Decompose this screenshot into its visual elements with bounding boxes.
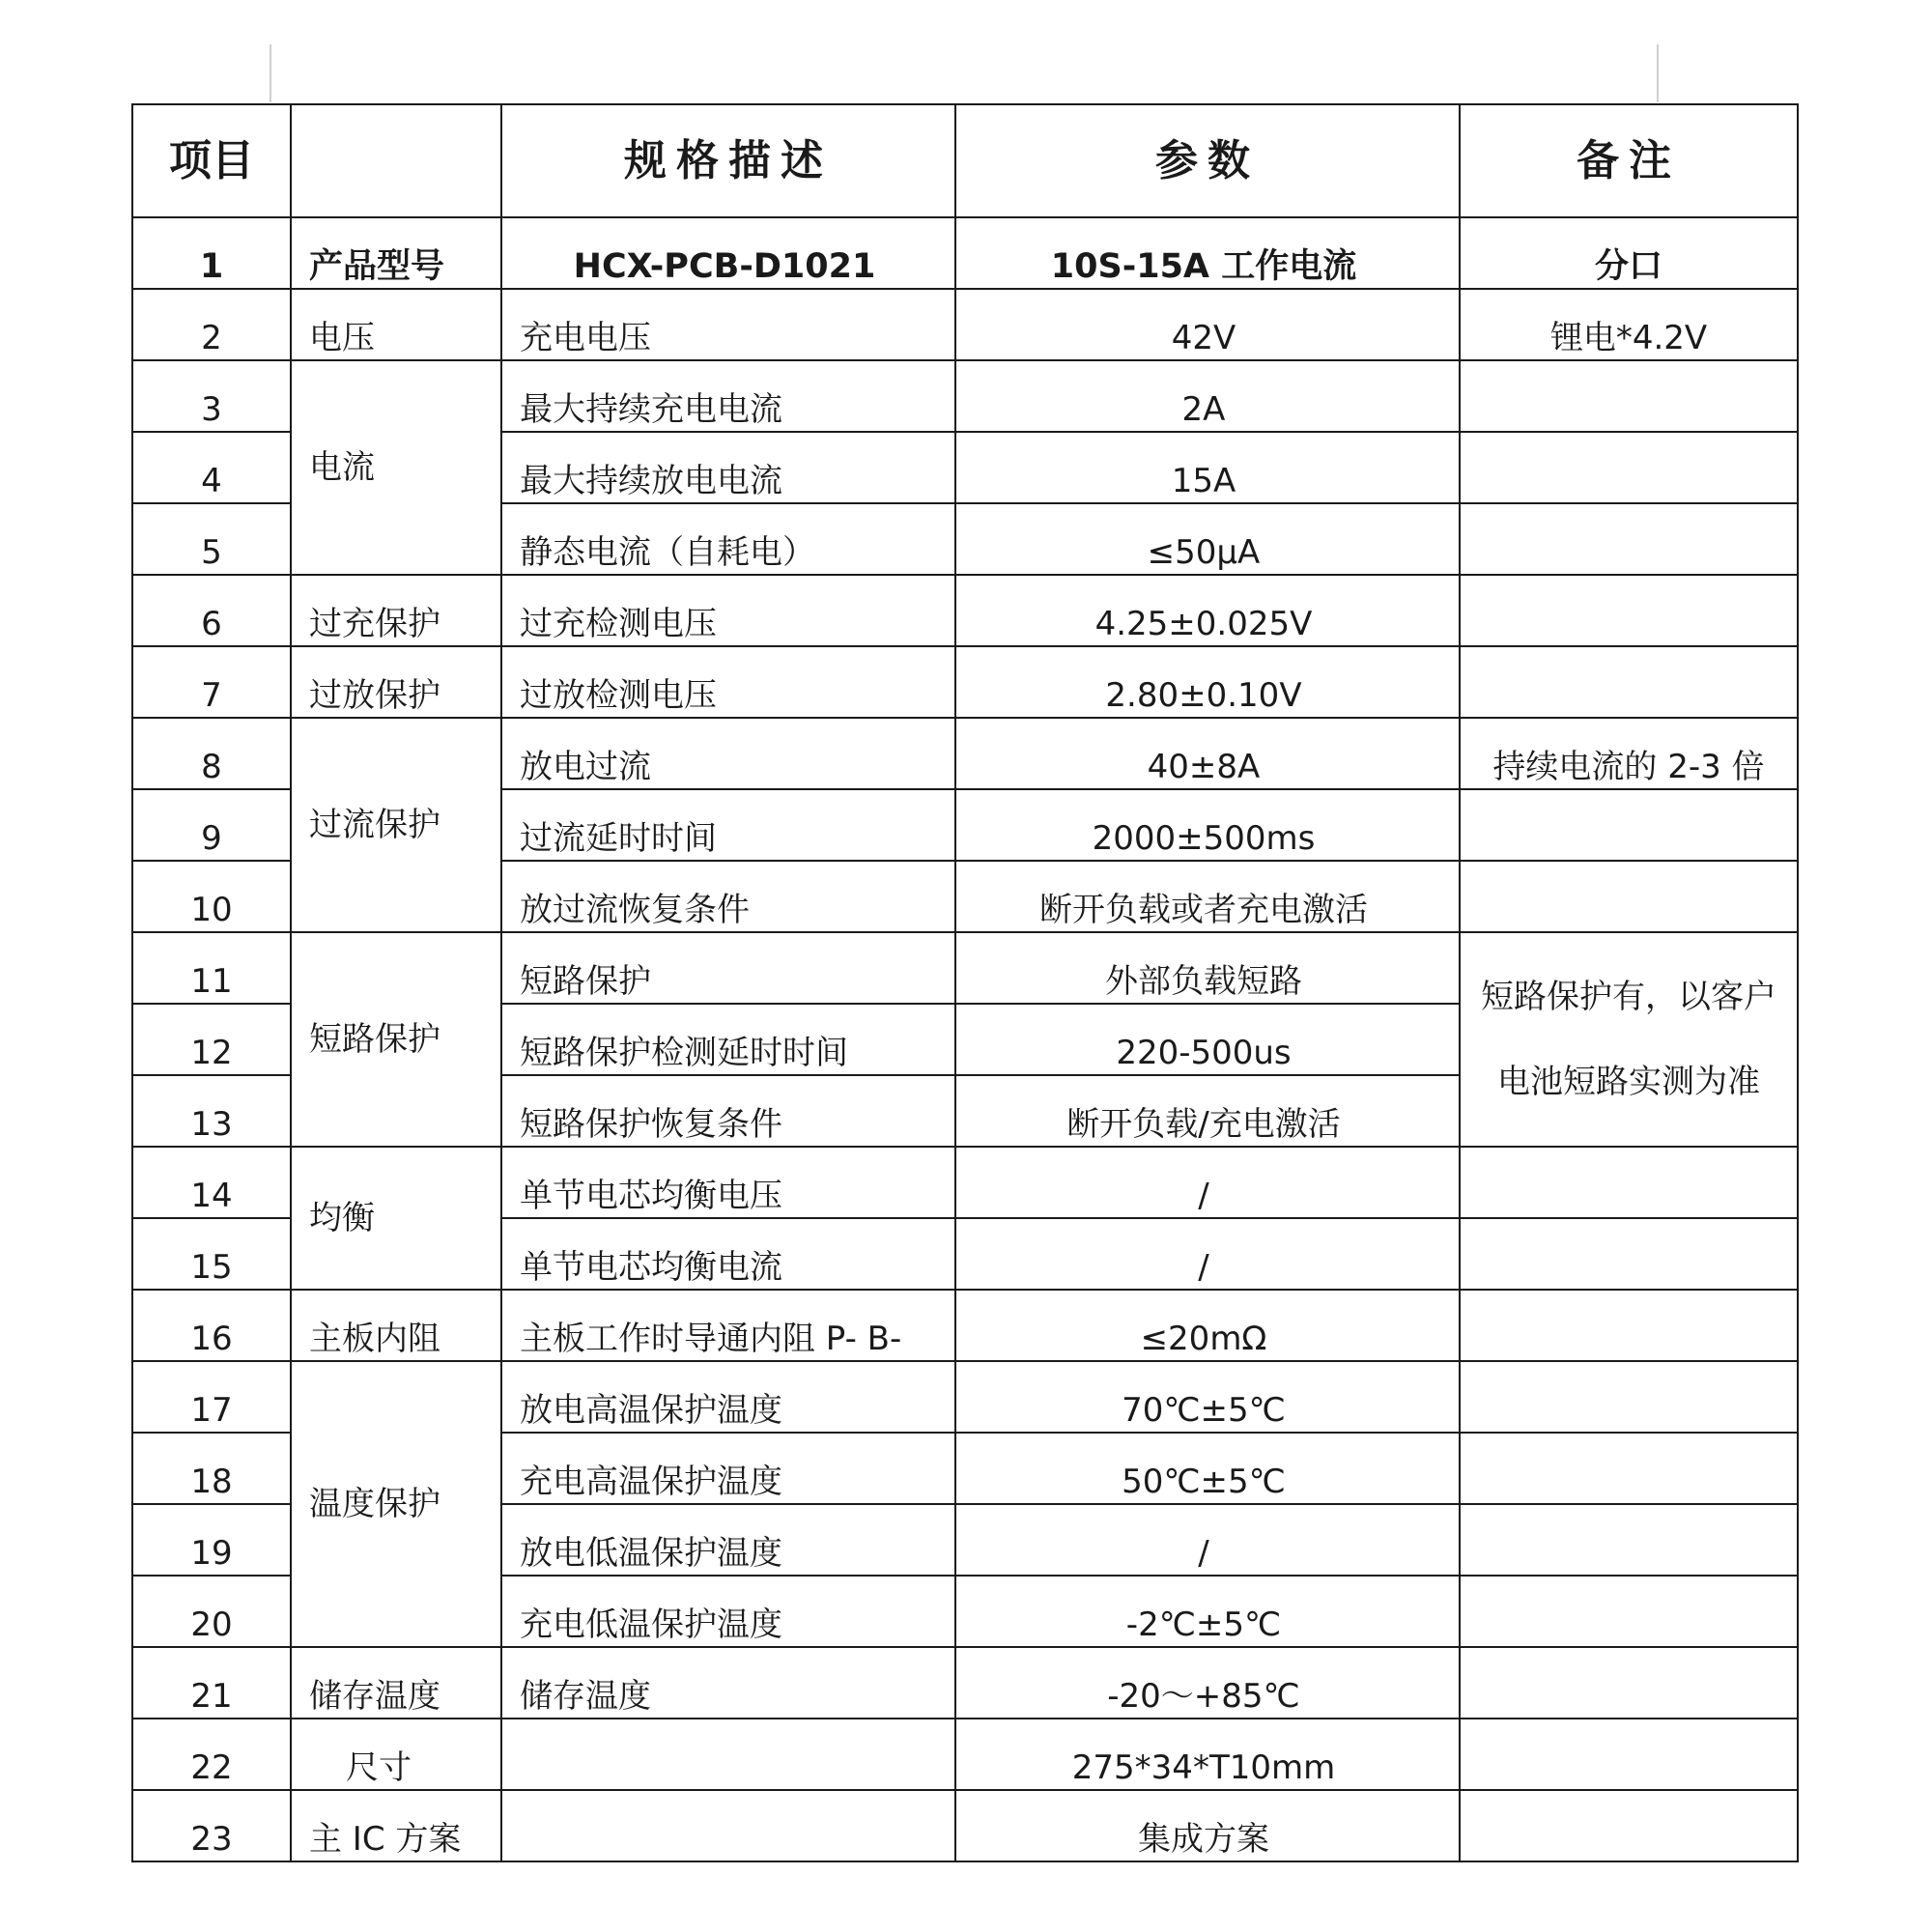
param-cell: 断开负载/充电激活 bbox=[955, 1075, 1460, 1147]
row-number: 8 bbox=[132, 718, 291, 789]
param-cell: ≤20mΩ bbox=[955, 1290, 1460, 1361]
row-number: 10 bbox=[132, 861, 291, 932]
note-cell bbox=[1460, 360, 1798, 432]
row-number: 15 bbox=[132, 1218, 291, 1290]
row-number: 5 bbox=[132, 503, 291, 575]
row-number: 18 bbox=[132, 1433, 291, 1504]
param-cell: 40±8A bbox=[955, 718, 1460, 789]
row-number: 21 bbox=[132, 1647, 291, 1719]
row-number: 6 bbox=[132, 575, 291, 646]
param-cell: 4.25±0.025V bbox=[955, 575, 1460, 646]
param-cell: -2℃±5℃ bbox=[955, 1576, 1460, 1647]
spec-cell: 主板工作时导通内阻 P- B- bbox=[501, 1290, 955, 1361]
note-cell bbox=[1460, 1647, 1798, 1719]
note-cell: 锂电*4.2V bbox=[1460, 289, 1798, 360]
table-row bbox=[132, 1647, 1798, 1719]
param-cell: 外部负载短路 bbox=[955, 932, 1460, 1004]
spec-cell: 静态电流（自耗电） bbox=[501, 503, 955, 575]
param-cell: 50℃±5℃ bbox=[955, 1433, 1460, 1504]
note-cell bbox=[1460, 861, 1798, 932]
param-cell: 2.80±0.10V bbox=[955, 646, 1460, 718]
table-row bbox=[132, 1361, 1798, 1433]
note-cell bbox=[1460, 575, 1798, 646]
note-cell bbox=[1460, 1147, 1798, 1218]
param-cell: 42V bbox=[955, 289, 1460, 360]
page-margin-mark-left bbox=[270, 44, 271, 102]
row-number: 7 bbox=[132, 646, 291, 718]
note-cell-merged bbox=[1460, 932, 1798, 1147]
category-cell: 过放保护 bbox=[291, 646, 501, 718]
row-number: 17 bbox=[132, 1361, 291, 1433]
table-row bbox=[132, 217, 1798, 289]
row-number: 9 bbox=[132, 789, 291, 861]
category-cell: 电压 bbox=[291, 289, 501, 360]
header-category bbox=[291, 104, 501, 217]
spec-cell: 充电电压 bbox=[501, 289, 955, 360]
category-cell: 主 IC 方案 bbox=[291, 1790, 501, 1861]
note-cell bbox=[1460, 432, 1798, 503]
note-cell bbox=[1460, 1576, 1798, 1647]
category-cell: 储存温度 bbox=[291, 1647, 501, 1719]
note-cell bbox=[1460, 1790, 1798, 1861]
spec-cell: 单节电芯均衡电压 bbox=[501, 1147, 955, 1218]
table-row bbox=[132, 718, 1798, 789]
row-number: 3 bbox=[132, 360, 291, 432]
param-cell: / bbox=[955, 1218, 1460, 1290]
row-number: 19 bbox=[132, 1504, 291, 1576]
spec-cell: 放过流恢复条件 bbox=[501, 861, 955, 932]
spec-cell: 单节电芯均衡电流 bbox=[501, 1218, 955, 1290]
spec-cell: 放电高温保护温度 bbox=[501, 1361, 955, 1433]
note-cell bbox=[1460, 789, 1798, 861]
header-row bbox=[132, 104, 1798, 217]
spec-cell: 过流延时时间 bbox=[501, 789, 955, 861]
note-cell bbox=[1460, 1504, 1798, 1576]
param-cell: 2A bbox=[955, 360, 1460, 432]
spec-cell: 短路保护检测延时时间 bbox=[501, 1004, 955, 1075]
spec-cell bbox=[501, 1790, 955, 1861]
row-number: 14 bbox=[132, 1147, 291, 1218]
table-row bbox=[132, 1790, 1798, 1861]
note-cell bbox=[1460, 1719, 1798, 1790]
param-cell: / bbox=[955, 1147, 1460, 1218]
spec-cell: 过充检测电压 bbox=[501, 575, 955, 646]
param-cell: 10S-15A 工作电流 bbox=[955, 217, 1460, 289]
note-line: 短路保护有，以客户 bbox=[1481, 978, 1776, 1016]
header-note: 备注 bbox=[1460, 104, 1798, 217]
spec-table bbox=[131, 103, 1799, 1862]
table-row bbox=[132, 1147, 1798, 1218]
table-row bbox=[132, 289, 1798, 360]
row-number: 13 bbox=[132, 1075, 291, 1147]
param-cell: 15A bbox=[955, 432, 1460, 503]
note-cell bbox=[1460, 1361, 1798, 1433]
spec-cell: 最大持续放电电流 bbox=[501, 432, 955, 503]
header-item: 项目 bbox=[132, 104, 291, 217]
category-cell: 过充保护 bbox=[291, 575, 501, 646]
param-cell: ≤50μA bbox=[955, 503, 1460, 575]
category-cell: 产品型号 bbox=[291, 217, 501, 289]
row-number: 12 bbox=[132, 1004, 291, 1075]
spec-cell bbox=[501, 1719, 955, 1790]
note-cell: 分口 bbox=[1460, 217, 1798, 289]
note-cell: 持续电流的 2-3 倍 bbox=[1460, 718, 1798, 789]
row-number: 23 bbox=[132, 1790, 291, 1861]
row-number: 4 bbox=[132, 432, 291, 503]
table-row bbox=[132, 646, 1798, 718]
row-number: 2 bbox=[132, 289, 291, 360]
param-cell: 275*34*T10mm bbox=[955, 1719, 1460, 1790]
spec-cell: 最大持续充电电流 bbox=[501, 360, 955, 432]
note-cell bbox=[1460, 503, 1798, 575]
spec-cell: 储存温度 bbox=[501, 1647, 955, 1719]
table-row bbox=[132, 575, 1798, 646]
spec-cell: 放电过流 bbox=[501, 718, 955, 789]
page-margin-mark-right bbox=[1657, 44, 1659, 102]
table-row bbox=[132, 932, 1798, 1004]
row-number: 16 bbox=[132, 1290, 291, 1361]
spec-cell: 充电低温保护温度 bbox=[501, 1576, 955, 1647]
note-cell bbox=[1460, 1433, 1798, 1504]
category-cell: 均衡 bbox=[291, 1147, 501, 1290]
category-cell: 主板内阻 bbox=[291, 1290, 501, 1361]
note-line: 电池短路实测为准 bbox=[1497, 1063, 1760, 1101]
spec-cell: 短路保护 bbox=[501, 932, 955, 1004]
row-number: 11 bbox=[132, 932, 291, 1004]
note-cell bbox=[1460, 646, 1798, 718]
spec-cell: HCX-PCB-D1021 bbox=[501, 217, 955, 289]
category-cell: 尺寸 bbox=[291, 1719, 501, 1790]
category-cell: 温度保护 bbox=[291, 1361, 501, 1647]
header-spec: 规格描述 bbox=[501, 104, 955, 217]
table-row bbox=[132, 1719, 1798, 1790]
row-number: 20 bbox=[132, 1576, 291, 1647]
spec-cell: 充电高温保护温度 bbox=[501, 1433, 955, 1504]
table-row bbox=[132, 360, 1798, 432]
category-cell: 电流 bbox=[291, 360, 501, 575]
spec-cell: 短路保护恢复条件 bbox=[501, 1075, 955, 1147]
param-cell: 集成方案 bbox=[955, 1790, 1460, 1861]
param-cell: / bbox=[955, 1504, 1460, 1576]
note-cell bbox=[1460, 1218, 1798, 1290]
category-cell: 过流保护 bbox=[291, 718, 501, 932]
note-cell bbox=[1460, 1290, 1798, 1361]
table-row bbox=[132, 1290, 1798, 1361]
spec-cell: 过放检测电压 bbox=[501, 646, 955, 718]
header-param: 参数 bbox=[955, 104, 1460, 217]
param-cell: 断开负载或者充电激活 bbox=[955, 861, 1460, 932]
row-number: 1 bbox=[132, 217, 291, 289]
param-cell: 220-500us bbox=[955, 1004, 1460, 1075]
spec-cell: 放电低温保护温度 bbox=[501, 1504, 955, 1576]
category-cell: 短路保护 bbox=[291, 932, 501, 1147]
param-cell: 70℃±5℃ bbox=[955, 1361, 1460, 1433]
param-cell: 2000±500ms bbox=[955, 789, 1460, 861]
row-number: 22 bbox=[132, 1719, 291, 1790]
param-cell: -20～+85℃ bbox=[955, 1647, 1460, 1719]
